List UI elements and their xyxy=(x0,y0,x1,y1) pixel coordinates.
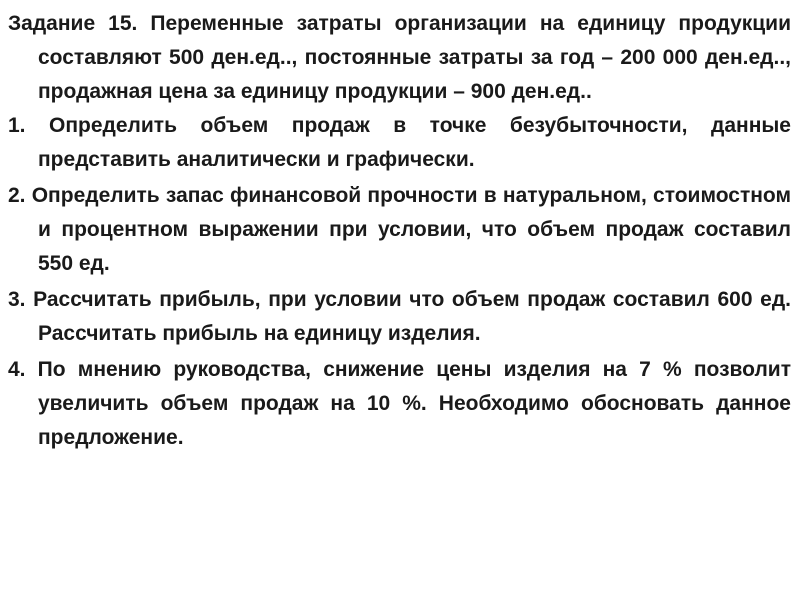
task-intro: Задание 15. Переменные затраты организации на единицу продукции составляют 500 ден.ед.., постоянные затраты за год – 200 000 ден.ед.., продажная цена за единицу продукции – 900 ден.ед.. xyxy=(8,12,791,103)
task-item-3: 3. Рассчитать прибыль, при условии что объем продаж составил 600 ед. Рассчитать прибыль на единицу изделия. xyxy=(8,288,791,345)
task-item-2: 2. Определить запас финансовой прочности в натуральном, стоимостном и процентном выражении при условии, что объем продаж составил 550 ед. xyxy=(8,184,791,275)
task-item-4: 4. По мнению руководства, снижение цены изделия на 7 % позволит увеличить объем продаж на 10 %. Необходимо обосновать данное предложение. xyxy=(8,358,791,449)
task-item-1: 1. Определить объем продаж в точке безубыточности, данные представить аналитически и графически. xyxy=(8,114,791,171)
